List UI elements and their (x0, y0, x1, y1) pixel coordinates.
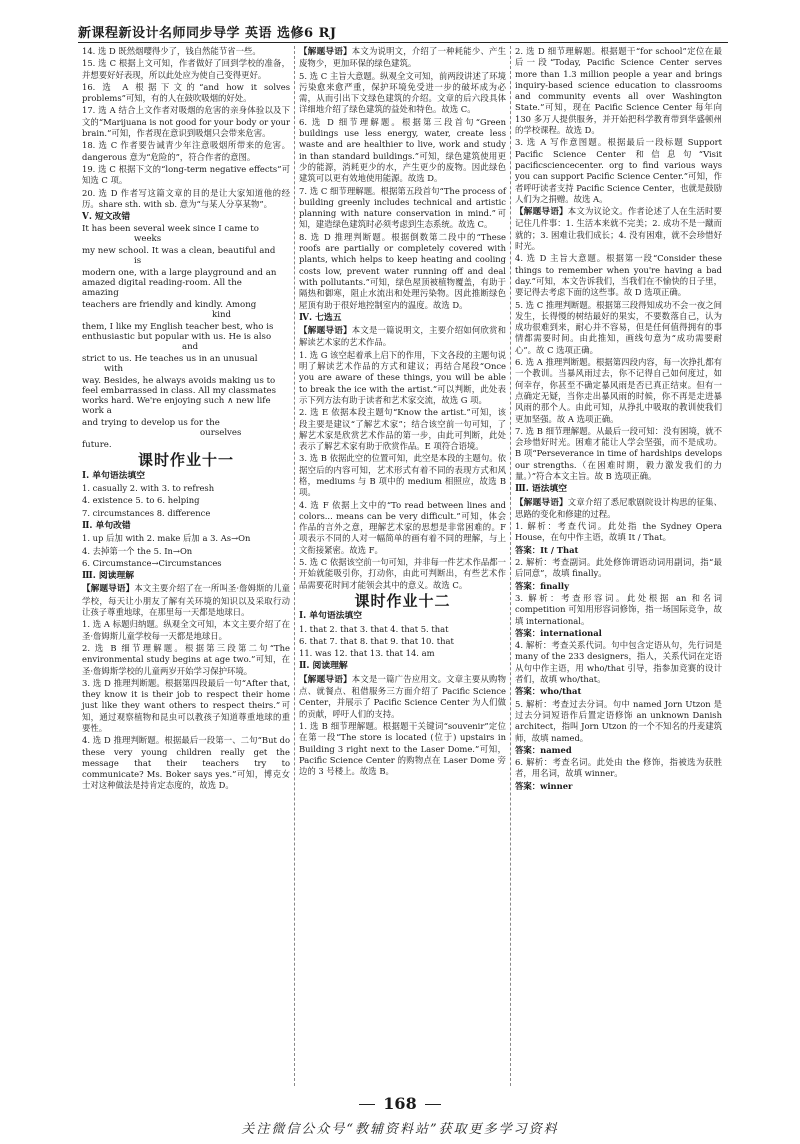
guide-paragraph (299, 46, 506, 70)
section-title: Ⅲ. 阅读理解 (82, 571, 135, 582)
section-title: Ⅱ. 阅读理解 (299, 661, 348, 672)
blank-answer: 答案：who/that (515, 686, 582, 697)
blank-analysis: 5. 解析：考查过去分词。句中 named Jorn Utzon 是过去分词短语作后置定语修饰 an unknown Danish architect，指叫 Jorn Utzon 的一个不知名的丹麦建筑师，故填 named。 (515, 698, 722, 743)
guide-paragraph (299, 674, 506, 720)
guide-text: 本文为说明文，介绍了一种耗能少、产生废物少，更加环保的绿色建筑。 (299, 46, 506, 69)
answer-item: 5. 选 C 主旨大意题。纵观全文可知，前两段讲述了环境污染愈来愈严重，保护环境免受进一步的破坏成为必需，从而引出下文绿色建筑的介绍。文章的后六段具体详细地介绍了绿色建筑的益处和特色。故选 C。 (299, 70, 506, 115)
blank-analysis: 6. 解析：考查名词。此处由 the 修饰，指被选为获胜者，用名词，故填 winner。 (515, 757, 722, 779)
correction: kind (212, 310, 231, 321)
homework-title: 课时作业十二 (354, 591, 451, 610)
guide-label: 【解题导语】 (515, 207, 568, 218)
guide-label: 【解题导语】 (299, 326, 352, 337)
section-title: Ⅳ. 七选五 (299, 312, 342, 323)
error-correction-line: modern one, with a large playground and an (82, 268, 277, 279)
answer-item: 3. 选 D 推理判断题。根据第四段最后一句“After that, they know it is their job to respect their home just like they want others to respect theirs.”可知，通过观察植物和昆虫可以教孩子知道尊重地球的重要性。 (82, 677, 290, 733)
answer-item: 15. 选 C 根据上文可知，作者做好了回到学校的准备，并想要好好表现，所以此处应为使自己变得更好。 (82, 58, 290, 80)
answer-item: 1. 选 G 该空起着承上启下的作用，下文各段的主题句说明了解读艺术作品的方式和建议；再结合尾段“Once you are aware of these things, you will be able to break the ice with the artist.”可以判断，此处表示下列方法有助于读者和艺术家交流，故选 G 项。 (299, 349, 506, 405)
error-correction-line: amazed digital reading-room. All the (82, 278, 242, 289)
error-correction-line: teachers are friendly and kindly. Among (82, 300, 257, 311)
blank-answer: 答案：named (515, 744, 572, 755)
error-correction-line: It has been several week since I came to (82, 224, 259, 235)
answer-item: 7. 选 B 细节理解题。从最后一段可知：没有困境，就不会珍惜好时光。困难才能让人学会坚强，而不是成功。B 项“Perseverance in time of hardships develops our strengths.（在困难时期，毅力激发我们的力量。）”符合本文主旨。故 B 选项正确。 (515, 425, 722, 481)
guide-paragraph (82, 583, 290, 618)
answer-row: 6. that 7. that 8. that 9. that 10. that (299, 635, 454, 646)
section-title: Ⅲ. 语法填空 (515, 484, 568, 495)
correction: and (182, 342, 199, 353)
answer-item: 6. 选 A 推理判断题。根据第四段内容，每一次挣扎都有一个教训。当暴风雨过去，你不记得自己如何度过，如何幸存，你甚至不确定暴风雨是否已真正结束。但有一点确定无疑，当你走出暴风雨的时候，你不再是走进暴风雨的那个人。由此可知，从挣扎中吸取的教训使我们更加坚强。故 A 选项正确。 (515, 357, 722, 424)
footer-note: 关注微信公众号“教辅资料站”获取更多学习资料 (241, 1122, 559, 1137)
answer-item: 4. 选 F 依据上文中的“To read between lines and colors... means can be very difficult.”可知，体会作品的言外之意，理解艺术家的思想是非常困难的。F 项表示不同的人对一幅简单的画有着不同的理解，与上文衔接紧密。故选 F。 (299, 499, 506, 555)
answer-row: 1. up 后加 with 2. make 后加 a 3. As→On (82, 533, 251, 544)
answer-row: 1. that 2. that 3. that 4. that 5. that (299, 623, 449, 634)
guide-text: 本文是一篇说明文，主要介绍如何欣赏和解读艺术家的艺术作品。 (299, 325, 506, 348)
answer-row: 6. Circumstance→Circumstances (82, 557, 222, 568)
blank-answer: 答案：finally (515, 580, 569, 591)
answer-item: 1. 选 A 标题归纳题。纵观全文可知，本文主要介绍了在圣·詹姆斯儿童学校每一天都是地球日。 (82, 619, 290, 641)
error-correction-line: works hard. We're enjoying such ∧ new life (82, 396, 271, 407)
answer-item: 14. 选 D 既然烟嘤得少了，钱自然能节省一些。 (82, 46, 261, 56)
answer-item: 20. 选 D 作者写这篇文章的目的是让大家知道他的经历。share sth. with sb. 意为“与某人分享某物”。 (82, 187, 290, 209)
error-correction-line: my new school. It was a clean, beautiful and (82, 246, 276, 257)
guide-text: 本文主要介绍了在一所叫圣·詹姆斯的儿童学校，每天让小朋友了解有关环境的知识以及采取行动让孩子尊重地球，在那里每一天都是地球日。 (82, 583, 290, 618)
page-header (78, 22, 728, 43)
error-correction-line: future. (82, 440, 112, 451)
guide-paragraph (299, 325, 506, 349)
guide-text: 本文是一篇广告应用文。文章主要从购物点、就餐点、租借服务三方面介绍了 Pacific Science Center，并展示了 Pacific Science Center 为人们做的贡献，呼吁人们的支持。 (299, 673, 506, 719)
answer-row: 4. 去掉第一个 the 5. In→On (82, 545, 193, 556)
section-title: Ⅰ. 单句语法填空 (82, 470, 146, 481)
section-title: Ⅴ. 短文改错 (82, 212, 131, 223)
blank-answer: 答案：It / That (515, 544, 579, 555)
answer-item: 4. 选 D 主旨大意题。根据第一段“Consider these things to remember when you're having a bad day.”可知，本文告诉我们，当我们在不愉快的日子里，要记得去考虑下面的这些事。故 D 选项正确。 (515, 253, 722, 298)
error-correction-line: and trying to develop us for the (82, 418, 220, 429)
correction: work a (82, 406, 112, 417)
guide-text: 文章介绍了悉尼歌剧院设计构思的征集、思路的变化和修建的过程。 (515, 496, 722, 519)
error-correction-line: way. Besides, he always avoids making us to feel embarrassed in class. All my classmates (82, 376, 277, 397)
guide-paragraph (515, 497, 722, 521)
blank-analysis: 4. 解析：考查关系代词。句中包含定语从句，先行词是 many of the 233 designers，指人，关系代词在定语从句中作主语，用 who/that 引导，指参加竞赛的设计者们，故填 who/that。 (515, 640, 722, 685)
answer-item: 2. 选 B 细节理解题。根据第三段第二句“The environmental study begins at age two.”可知，在圣·詹姆斯学校的儿童两岁开始学习保护环境。 (82, 642, 290, 676)
answer-item: 2. 选 E 依据本段主题句“Know the artist.”可知，该段主要是建议“了解艺术家”；结合该空前一句可知，了解艺术家是欣赏艺术作品的第一步，由此可判断，此处表示了解艺术家有助于欣赏作品。E 项符合语境。 (299, 407, 506, 452)
blank-analysis: 2. 解析：考查副词。此处修饰谓语动词用副词，指“最后同意”，故填 finally。 (515, 557, 722, 579)
answer-item: 3. 选 A 写作意图题。根据最后一段标题 Support Pacific Science Center 和信息句“Visit pacificsciencecenter. org to find various ways you can support Pacific Science Center.”可知，作者呼吁读者支持 Pacific Science Center，也就是鼓励人们为之捐赠。故选 A。 (515, 137, 722, 204)
answer-item: 7. 选 C 细节理解题。根据第五段首句“The process of building greenly includes technical and artistic planning with nature conservation in mind.”可知，建造绿色建筑时必须考虑到生态系统。故选 C。 (299, 185, 506, 230)
blank-analysis: 3. 解析：考查形容词。此处根据 an 和名词 competition 可知用形容词修饰，指一场国际竞争，故填 international。 (515, 592, 722, 626)
section-title: Ⅰ. 单句语法填空 (299, 611, 363, 622)
error-correction-line: strict to us. He teaches us in an unusual (82, 354, 258, 365)
guide-label: 【解题导语】 (82, 584, 135, 595)
header-title: 新课程新设计名师同步导学 英语 选修6 RJ (78, 26, 337, 41)
correction: is (134, 256, 142, 267)
answer-row: 11. was 12. that 13. that 14. am (299, 648, 435, 659)
answer-item: 3. 选 B 依据此空的位置可知，此空是本段的主题句。依据空后的内容可知，艺术形式有着不同的表现方式和风格，mediums 与 B 项中的 medium 相照应，故选 B 项。 (299, 453, 506, 498)
error-correction-line: enthusiastic but popular with us. He is also (82, 332, 272, 343)
guide-label: 【解题导语】 (299, 47, 352, 57)
homework-title: 课时作业十一 (137, 451, 234, 470)
answer-item: 19. 选 C 根据下文的“long-term negative effects”可知选 C 项。 (82, 163, 290, 186)
section-title: Ⅱ. 单句改错 (82, 520, 131, 531)
column-left (78, 46, 294, 1086)
page-number: 168 (0, 1094, 800, 1113)
answer-item: 16. 选 A 根据下文的“and how it solves problems”可知，有的人在鼓吹吸烟的好处。 (82, 81, 290, 104)
answer-item: 6. 选 D 细节理解题。根据第三段首句“Green buildings use less energy, water, create less waste and are healthier to live, work and study in than standard buildings.”可知，绿色建筑使用更少的能源，消耗更少的水，产生更少的废物。因此绿色建筑可以更有效地使用能源。故选 D。 (299, 116, 506, 184)
blank-answer: 答案：international (515, 627, 602, 638)
guide-text: 本文为议论文。作者论述了人在生活时要记住几件事：1. 生活本来就不完美；2. 成功不是一蹴而就的；3. 困难让我们成长；4. 没有困难，就不会珍惜好时光。 (515, 206, 722, 252)
answer-item: 5. 选 C 推理判断题。根据第三段得知成功不会一夜之间发生，长得慢的树结最好的果实，不要数落自己，认为成功很难到来，耐心并不容易，但是任何值得拥有的事情都需要时间。由此推知，画线句意为“成功需要耐心”。故 C 选项正确。 (515, 299, 722, 355)
answer-item: 17. 选 A 结合上文作者对吸烟的危害的亲身体验以及下文的“Marijuana is not good for your body or your brain.”可知，作者现在意识到吸烟只会带来危害。 (82, 105, 290, 139)
answer-row: 7. circumstances 8. difference (82, 507, 211, 518)
correction: with (104, 364, 124, 375)
answer-item: 4. 选 D 推理判断题。根据最后一段第一、二句“But do these very young children really get the message that their teachers try to communicate? Ms. Boker says yes.”可知，博克女士对这种做法是持肯定态度的，故选 D。 (82, 735, 290, 791)
blank-analysis: 1. 解析：考查代词。此处指 the Sydney Opera House，在句中作主语，故填 It / That。 (515, 521, 722, 543)
correction: ourselves (200, 428, 242, 439)
correction: weeks (134, 234, 162, 245)
answer-item: 18. 选 C 作者要告诫青少年注意吸烟所带来的危害。dangerous 意为“危险的”，符合作者的意图。 (82, 140, 290, 162)
guide-label: 【解题导语】 (299, 674, 352, 685)
answer-item: 1. 选 B 细节理解题。根据题干关键词“souvenir”定位在第一段“The store is located (位于) upstairs in Building 3 right next to the Laser Dome.”可知，Pacific Science Center 的购物点在 Laser Dome 旁边的 3 号楼上。故选 B。 (299, 720, 506, 777)
error-correction-line: them, I like my English teacher best, who is (82, 322, 274, 333)
answer-row: 4. existence 5. to 6. helping (82, 495, 200, 506)
answer-row: 1. casually 2. with 3. to refresh (82, 483, 215, 494)
answer-item: 5. 选 C 依据该空前一句可知，并非每一件艺术作品都一开始就能吸引你，打动你，由此可判断出，有些艺术作品需要花时间才能领会其中的意义。故选 C。 (299, 557, 506, 590)
answer-item: 8. 选 D 推理判断题。根据倒数第二段中的“These roofs are partially or completely covered with plants, which helps to keep heating and cooling costs low, prevent water running off and deal with pollutants.”可知，绿色屋顶被植物覆盖，有助于隔热和御寒，阻止水流出和处理污染物。因此推断绿色屋顶有助于很好地控制室内的温度。故选 D。 (299, 231, 506, 310)
column-right (510, 46, 726, 1086)
content-columns (78, 46, 728, 1086)
guide-label: 【解题导语】 (515, 497, 568, 508)
correction: amazing (82, 288, 119, 299)
blank-answer: 答案：winner (515, 780, 573, 791)
guide-paragraph (515, 206, 722, 252)
answer-item: 2. 选 D 细节理解题。根据题干“for school”定位在最后一段“Today, Pacific Science Center serves more than 1.3 million people a year and brings inquiry-based science education to classrooms and community events all over Washington State.”可知，现在 Pacific Science Center 每年向 130 多万人提供服务，并开始把科学教育带到华盛顿州的学校课程。故选 D。 (515, 46, 722, 136)
column-middle (294, 46, 510, 1086)
